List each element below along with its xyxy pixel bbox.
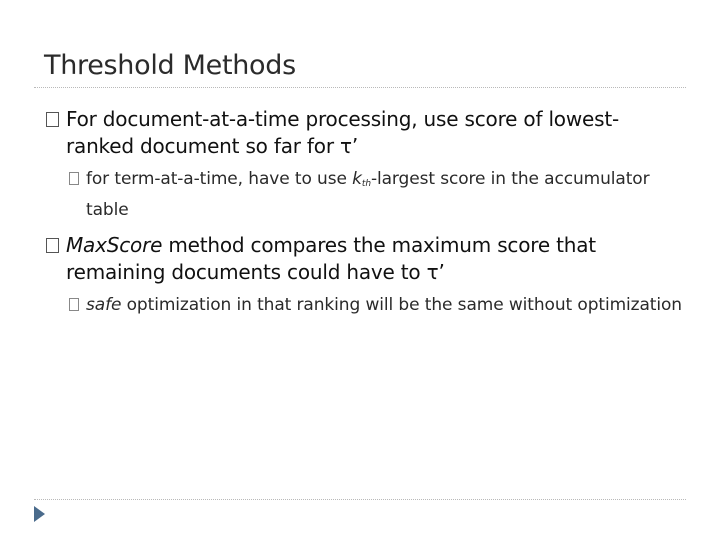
bullet-item-2 [46, 232, 686, 286]
sub-bullet-2-post: optimization in that ranking will be the same without optimization [121, 295, 682, 315]
bullet-list [46, 106, 686, 223]
sub-bullet-2-em: safe [86, 295, 122, 315]
bullet-2-text: method compares the maximum score that remaining documents could have to τ’ [66, 233, 596, 284]
sub-bullet-1-k: k [352, 169, 362, 189]
bullet-box-icon [46, 112, 59, 127]
title-divider [34, 87, 686, 88]
bullet-item-1 [46, 106, 686, 160]
bullet-1-text: For document-at-a-time processing, use score of lowest-ranked document so far for τ’ [66, 107, 619, 158]
sub-bullet-1-pre: for term-at-a-time, have to use [86, 169, 353, 189]
sub-bullet-item-1 [46, 166, 686, 223]
bullet-2-em: MaxScore [66, 233, 163, 257]
bullet-box-icon [69, 172, 79, 185]
sub-bullet-item-2 [46, 292, 686, 318]
bullet-box-icon [69, 298, 79, 311]
sub-bullet-1-th: th [361, 179, 371, 189]
bullet-list-2 [46, 232, 686, 318]
footer-divider [34, 499, 686, 500]
slide-title: Threshold Methods [44, 50, 296, 81]
nav-arrow-icon[interactable] [34, 506, 45, 522]
sub-bullet-1-post: -largest score in the accumulator table [86, 169, 650, 220]
bullet-box-icon [46, 238, 59, 253]
